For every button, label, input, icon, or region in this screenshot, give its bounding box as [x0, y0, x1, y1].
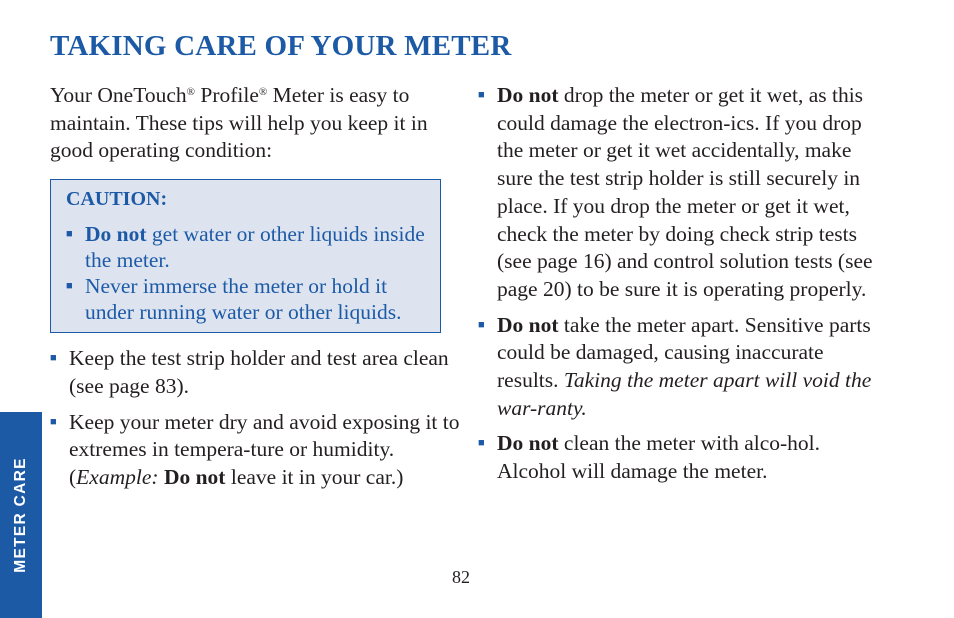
text-run: drop the meter or get it wet, as this could damage the electron-ics. If you drop the meter or get it wet accidentally, make sure the test strip holder is still securely in place. If you drop the meter or get it wet, check the meter by doing check strip tests (see page 16) and control solution tests (see page 20) to be sure it is operating properly. [497, 83, 873, 301]
list-item [478, 430, 888, 485]
bullet-icon: ■ [50, 352, 57, 365]
bullet-icon: ■ [66, 228, 73, 241]
registered-mark: ® [186, 86, 196, 98]
text-run: take the meter apart. Sensitive parts could be damaged, causing inaccurate results. [497, 312, 871, 393]
caution-item [66, 222, 428, 273]
emphasis: Do not [497, 83, 559, 107]
list-item-text [497, 82, 888, 304]
text-run: leave it in your car.) [225, 464, 404, 489]
intro-text: Your OneTouch [50, 83, 187, 107]
page-title: TAKING CARE OF YOUR METER [50, 30, 512, 62]
italic-text: Taking the meter apart will void the war-ranty. [497, 368, 872, 420]
intro-text: Profile [195, 83, 259, 107]
list-item [50, 409, 460, 492]
section-tab [0, 412, 42, 618]
caution-item-text [85, 222, 428, 273]
caution-box [50, 179, 441, 333]
bullet-icon: ■ [478, 318, 485, 331]
caution-item-text: Never immerse the meter or hold it under running water or other liquids. [85, 274, 402, 324]
list-item-text [69, 409, 460, 492]
emphasis: Do not [497, 312, 559, 337]
bullet-icon: ■ [478, 437, 485, 450]
list-item-text [497, 430, 888, 485]
intro-text: Meter is easy to maintain. These tips will help you keep it in good operating condition: [50, 83, 428, 163]
caution-item [66, 274, 428, 325]
text-run: clean the meter with alco-hol. Alcohol will damage the meter. [497, 431, 821, 484]
list-item-text [497, 312, 888, 423]
emphasis: Do not [158, 464, 226, 489]
registered-mark: ® [258, 86, 268, 98]
section-tab-label: METER CARE [12, 457, 29, 573]
list-item-text: Keep the test strip holder and test area clean (see page 83). [69, 346, 449, 398]
list-item [478, 82, 888, 304]
left-column [50, 82, 460, 500]
emphasis: Do not [85, 222, 147, 247]
page-number: 82 [452, 567, 470, 587]
list-item [478, 312, 888, 423]
bullet-icon: ■ [66, 280, 73, 293]
intro-paragraph [50, 82, 460, 165]
caution-text: get water or other liquids inside the meter. [85, 222, 425, 272]
italic-text: Example: [76, 464, 159, 489]
right-column [478, 82, 888, 494]
bullet-icon: ■ [478, 89, 485, 101]
caution-heading: CAUTION: [66, 188, 168, 211]
bullet-icon: ■ [50, 415, 57, 428]
text-run: Keep your meter dry and avoid exposing it to extremes in tempera-ture or humidity. ( [69, 409, 460, 489]
list-item [50, 345, 460, 400]
emphasis: Do not [497, 431, 559, 456]
